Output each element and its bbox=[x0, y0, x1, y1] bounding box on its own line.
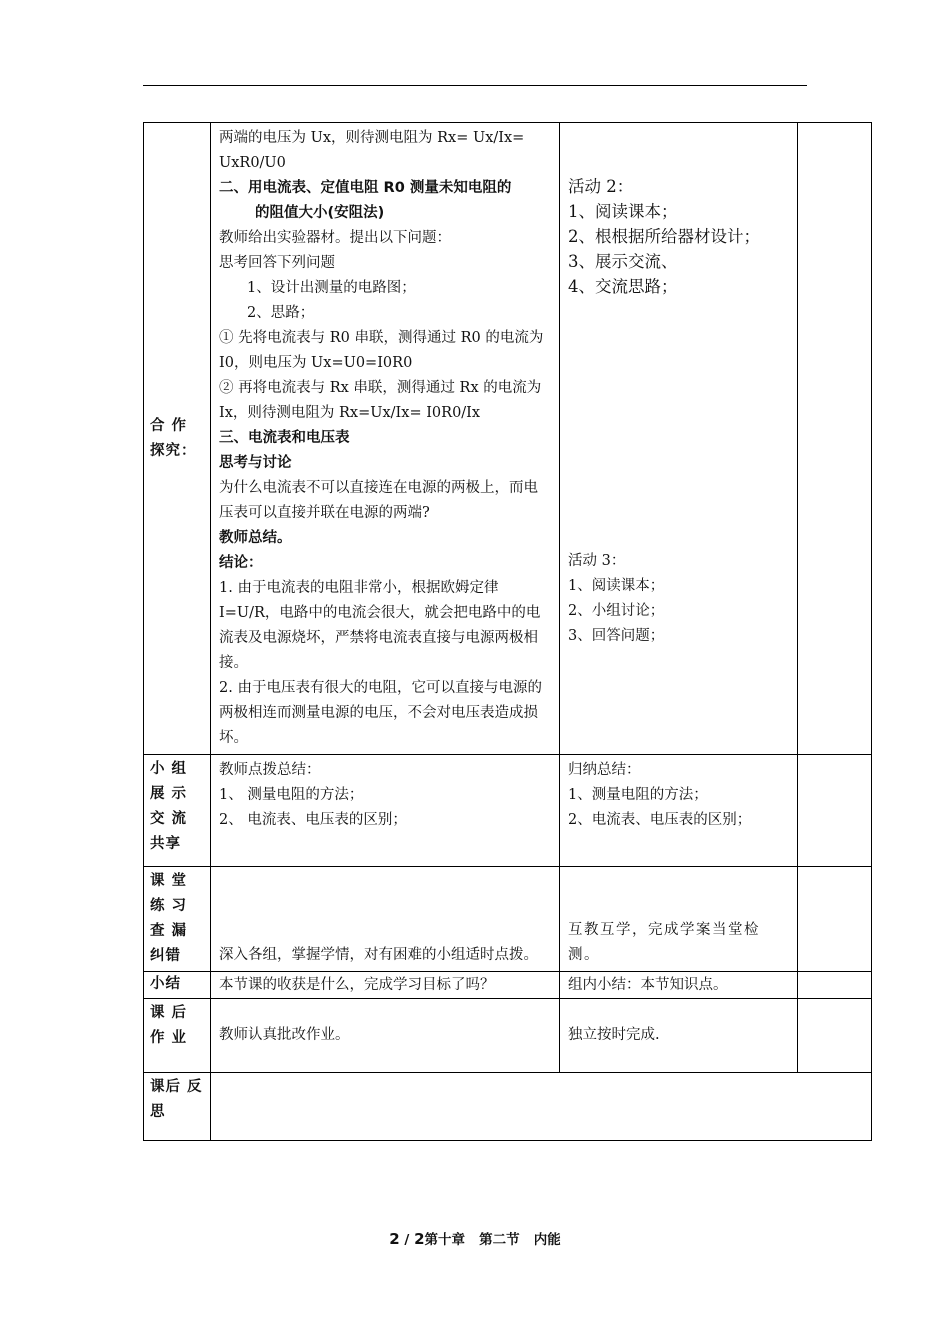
text-line: 思考回答下列问题 bbox=[219, 255, 335, 271]
row-label-cooperative: 合 作 探究： bbox=[144, 123, 211, 755]
chapter-label: 第十章 bbox=[424, 1232, 465, 1248]
empty-cell bbox=[798, 867, 872, 972]
text-line: 2、 电流表、电压表的区别； bbox=[219, 812, 407, 828]
text-line: 2、电流表、电压表的区别； bbox=[568, 812, 752, 828]
teacher-cell-homework: 教师认真批改作业。 bbox=[211, 999, 560, 1073]
row-label-practice: 课 堂 练 习 查 漏 纠错 bbox=[144, 867, 211, 972]
text-line: 2. 由于电压表有很大的电阻，它可以直接与电源的两极相连而测量电源的电压，不会对电压表造成损坏。 bbox=[219, 680, 542, 746]
subheading: 结论： bbox=[219, 555, 263, 571]
section-heading: 三、电流表和电压表 bbox=[219, 430, 350, 446]
row-label-group: 小 组 展 示 交 流 共享 bbox=[144, 755, 211, 867]
subheading: 思考与讨论 bbox=[219, 455, 292, 471]
reflection-cell bbox=[211, 1073, 872, 1141]
table-row-summary bbox=[144, 972, 872, 999]
text-line: 2、思路； bbox=[247, 305, 315, 321]
text-line: 3、回答问题； bbox=[568, 628, 665, 644]
empty-cell bbox=[798, 123, 872, 755]
row-label-homework: 课 后 作 业 bbox=[144, 999, 211, 1073]
student-cell-practice: 互教互学，完成学案当堂检测。 bbox=[560, 867, 798, 972]
text-line: 1、阅读课本； bbox=[568, 578, 665, 594]
teacher-cell-summary: 本节课的收获是什么，完成学习目标了吗？ bbox=[211, 972, 560, 999]
table-row-cooperative bbox=[144, 123, 872, 755]
text-line: 1、 测量电阻的方法； bbox=[219, 787, 364, 803]
text-line: 1、阅读课本； bbox=[568, 202, 678, 221]
text-line: 3、展示交流、 bbox=[568, 252, 678, 271]
text-line: 归纳总结： bbox=[568, 762, 641, 778]
section-label: 第二节 bbox=[479, 1232, 520, 1248]
section-heading: 二、用电流表、定值电阻 R0 测量未知电阻的 bbox=[219, 180, 512, 196]
text-line: 两端的电压为 Ux，则待测电阻为 Rx= Ux/Ix= UxR0/U0 bbox=[219, 130, 525, 171]
student-cell-homework: 独立按时完成. bbox=[560, 999, 798, 1073]
text-line: ① 先将电流表与 R0 串联，测得通过 R0 的电流为 I0，则电压为 Ux=U0=I0R0 bbox=[219, 330, 544, 371]
student-cell-group bbox=[560, 755, 798, 867]
text-line: 1、设计出测量的电路图； bbox=[247, 280, 416, 296]
table-row-reflection bbox=[144, 1073, 872, 1141]
activity-heading: 活动 3： bbox=[568, 553, 626, 569]
page-separator: / bbox=[399, 1232, 415, 1248]
header-rule bbox=[143, 85, 807, 86]
teacher-cell-cooperative bbox=[211, 123, 560, 755]
empty-cell bbox=[798, 999, 872, 1073]
text-line: 为什么电流表不可以直接连在电源的两极上，而电压表可以直接并联在电源的两端? bbox=[219, 480, 538, 521]
section-heading: 的阻值大小(安阻法) bbox=[255, 205, 385, 221]
text-line: 2、小组讨论； bbox=[568, 603, 665, 619]
text-line: ② 再将电流表与 Rx 串联，测得通过 Rx 的电流为 Ix，则待测电阻为 Rx=Ux/Ix= I0R0/Ix bbox=[219, 380, 542, 421]
topic-label: 内能 bbox=[533, 1232, 561, 1248]
text-line: 1、测量电阻的方法； bbox=[568, 787, 708, 803]
teacher-cell-practice: 深入各组，掌握学情，对有困难的小组适时点拨。 bbox=[211, 867, 560, 972]
text-line: 4、交流思路； bbox=[568, 277, 678, 296]
text-line: 教师点拨总结： bbox=[219, 762, 321, 778]
row-label-reflection: 课后 反思 bbox=[144, 1073, 211, 1141]
page-number: 2 bbox=[389, 1230, 400, 1248]
lesson-plan-table bbox=[143, 122, 872, 1141]
page-total: 2 bbox=[414, 1230, 425, 1248]
text-line: 教师给出实验器材。提出以下问题： bbox=[219, 230, 451, 246]
table-row-group bbox=[144, 755, 872, 867]
student-cell-summary: 组内小结：本节知识点。 bbox=[560, 972, 798, 999]
teacher-cell-group bbox=[211, 755, 560, 867]
activity-heading: 活动 2： bbox=[568, 177, 634, 196]
page-footer bbox=[0, 1228, 950, 1248]
table-row-homework bbox=[144, 999, 872, 1073]
empty-cell bbox=[798, 755, 872, 867]
text-line: 2、根根据所给器材设计； bbox=[568, 227, 760, 246]
empty-cell bbox=[798, 972, 872, 999]
row-label-summary: 小结 bbox=[144, 972, 211, 999]
subheading: 教师总结。 bbox=[219, 530, 292, 546]
text-line: 1. 由于电流表的电阻非常小，根据欧姆定律 I=U/R，电路中的电流会很大，就会把电路中的电流表及电源烧坏，严禁将电流表直接与电源两极相接。 bbox=[219, 580, 541, 671]
table-row-practice bbox=[144, 867, 872, 972]
student-cell-cooperative bbox=[560, 123, 798, 755]
